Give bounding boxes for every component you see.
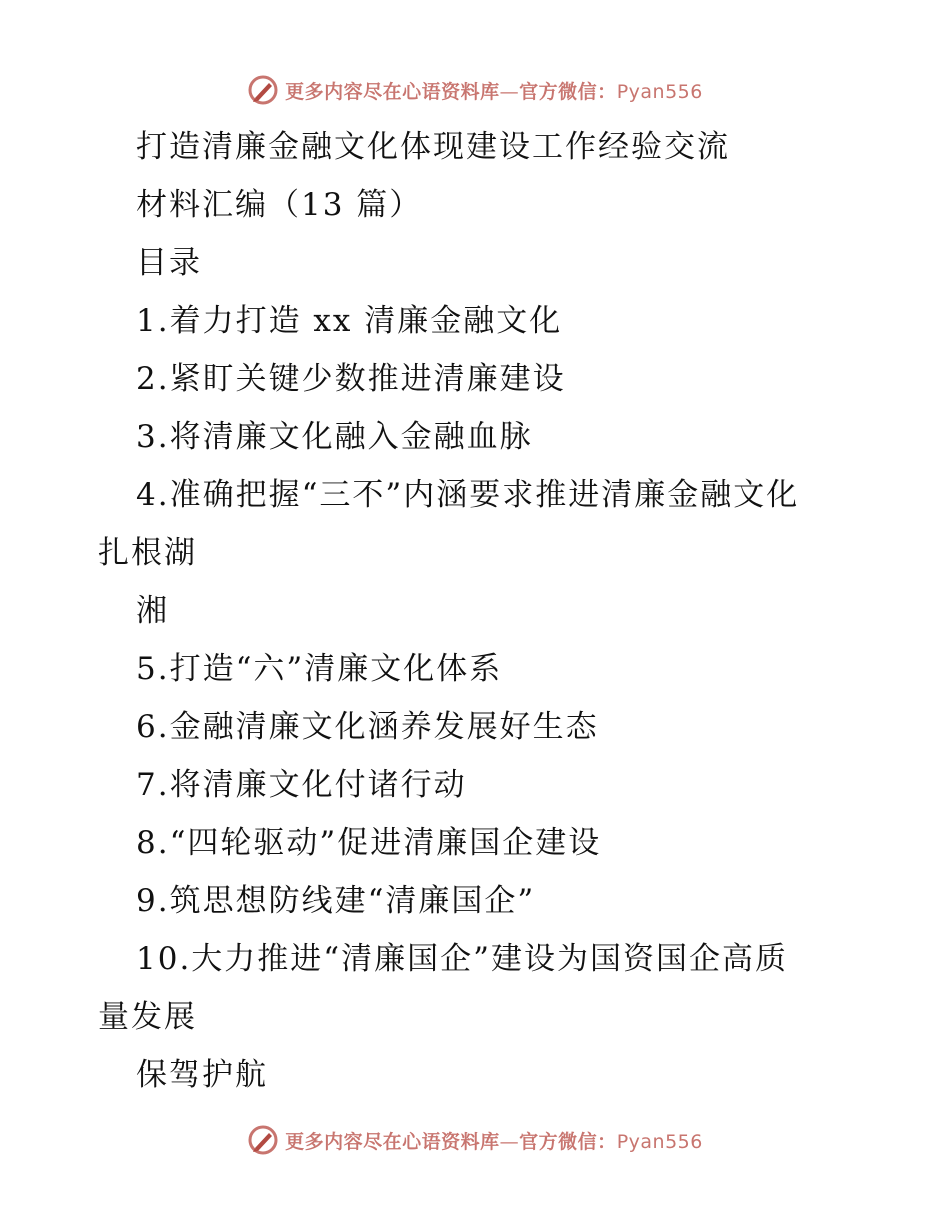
toc-item-6: 6.金融清廉文化涵养发展好生态 <box>136 709 599 745</box>
pen-logo-icon <box>247 74 279 106</box>
toc-item-10-continued: 量发展 <box>98 999 197 1035</box>
toc-item-10-continued: 保驾护航 <box>136 1057 268 1093</box>
toc-item-4-continued: 扎根湖 <box>98 535 197 571</box>
watermark-footer <box>0 1120 950 1160</box>
toc-item-2: 2.紧盯关键少数推进清廉建设 <box>136 361 566 397</box>
toc-item-1: 1.着力打造 xx 清廉金融文化 <box>136 303 563 339</box>
pen-logo-icon <box>247 1124 279 1156</box>
watermark-text: 更多内容尽在心语资料库—官方微信：Pyan556 <box>285 1130 703 1153</box>
watermark-text: 更多内容尽在心语资料库—官方微信：Pyan556 <box>285 80 703 103</box>
toc-item-5: 5.打造“六”清廉文化体系 <box>136 651 503 687</box>
toc-item-3: 3.将清廉文化融入金融血脉 <box>136 419 533 455</box>
toc-heading: 目录 <box>136 245 202 281</box>
toc-item-10: 10.大力推进“清廉国企”建设为国资国企高质 <box>136 941 788 977</box>
toc-item-8: 8.“四轮驱动”促进清廉国企建设 <box>136 825 602 861</box>
toc-item-4-continued: 湘 <box>136 593 169 629</box>
document-body <box>98 118 878 1104</box>
watermark-header <box>0 70 950 110</box>
toc-item-7: 7.将清廉文化付诸行动 <box>136 767 467 803</box>
document-title-line-2: 材料汇编（13 篇） <box>136 187 423 223</box>
toc-item-9: 9.筑思想防线建“清廉国企” <box>136 883 536 919</box>
toc-item-4: 4.准确把握“三不”内涵要求推进清廉金融文化 <box>136 477 800 513</box>
document-title-line-1: 打造清廉金融文化体现建设工作经验交流 <box>136 129 730 165</box>
